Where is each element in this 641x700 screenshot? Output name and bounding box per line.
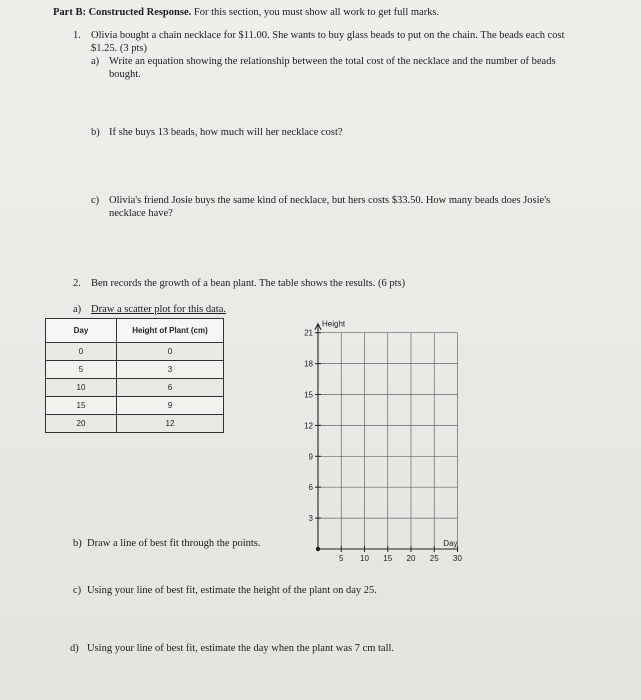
x-tick-label: 25 xyxy=(429,554,439,563)
q2b-label: b) xyxy=(73,538,82,549)
q2c-label: c) xyxy=(73,585,82,596)
table-row xyxy=(46,379,224,397)
y-axis-title: Height xyxy=(322,319,346,329)
cell-height: 0 xyxy=(117,343,224,361)
q2d-text: Using your line of best fit, estimate the day when the plant was 7 cm tall. xyxy=(87,643,395,654)
y-tick-label: 3 xyxy=(308,514,313,524)
cell-height: 9 xyxy=(117,397,224,415)
q1a-text-line1: Write an equation showing the relationship between the total cost of the necklace and the number of beads xyxy=(109,56,556,67)
cell-day: 20 xyxy=(46,415,117,433)
q2c-text: Using your line of best fit, estimate the height of the plant on day 25. xyxy=(87,585,377,596)
q1a-label: a) xyxy=(91,56,100,67)
x-tick-label: 30 xyxy=(453,554,462,563)
growth-table xyxy=(45,318,224,433)
q1a-text-line2: bought. xyxy=(109,69,141,80)
grid-lines xyxy=(318,333,458,549)
x-tick-label: 20 xyxy=(406,554,416,563)
y-tick-label: 15 xyxy=(304,390,313,400)
q1-text-line1: Olivia bought a chain necklace for $11.00. She wants to buy glass beads to put on the chain. The beads each cost xyxy=(91,30,565,41)
q2a-text: Draw a scatter plot for this data. xyxy=(91,304,226,315)
y-tick-label: 6 xyxy=(308,483,313,493)
q2b-text: Draw a line of best fit through the points. xyxy=(87,538,261,549)
y-tick-label: 21 xyxy=(304,328,313,338)
cell-day: 15 xyxy=(46,397,117,415)
cell-height: 3 xyxy=(117,361,224,379)
y-tick-label: 12 xyxy=(304,421,313,431)
cell-height: 6 xyxy=(117,379,224,397)
q1c-text-line2: necklace have? xyxy=(109,208,173,219)
section-title: Part B: Constructed Response. xyxy=(53,7,192,18)
q2-number: 2. xyxy=(73,278,81,289)
section-header xyxy=(53,7,439,19)
origin-point xyxy=(316,547,320,551)
q2-text: Ben records the growth of a bean plant. The table shows the results. (6 pts) xyxy=(91,278,406,289)
y-tick-label: 18 xyxy=(304,359,313,369)
cell-day: 10 xyxy=(46,379,117,397)
table-row xyxy=(46,343,224,361)
cell-day: 5 xyxy=(46,361,117,379)
tick-labels xyxy=(304,320,462,563)
q1b-label: b) xyxy=(91,127,100,138)
scatter-plot-grid[interactable] xyxy=(290,312,480,572)
column-header-height: Height of Plant (cm) xyxy=(117,319,224,343)
x-axis-title: Day xyxy=(443,539,458,548)
q1c-text-line1: Olivia's friend Josie buys the same kind of necklace, but hers costs $33.50. How many beads does Josie's xyxy=(109,195,551,206)
table-row xyxy=(46,361,224,379)
section-instructions: For this section, you must show all work to get full marks. xyxy=(193,7,440,18)
cell-height: 12 xyxy=(117,415,224,433)
q1c-label: c) xyxy=(91,195,100,206)
cell-day: 0 xyxy=(46,343,117,361)
q1-text-line2: $1.25. (3 pts) xyxy=(91,43,147,54)
x-tick-label: 5 xyxy=(339,554,344,563)
table-row xyxy=(46,397,224,415)
y-tick-label: 9 xyxy=(308,452,313,462)
q2a-label: a) xyxy=(73,304,82,315)
column-header-day: Day xyxy=(46,319,117,343)
x-tick-label: 15 xyxy=(383,554,393,563)
table-row xyxy=(46,415,224,433)
table-header-row xyxy=(46,319,224,343)
x-tick-label: 10 xyxy=(360,554,369,563)
q1-number: 1. xyxy=(73,30,81,41)
q1b-text: If she buys 13 beads, how much will her necklace cost? xyxy=(109,127,343,138)
q2d-label: d) xyxy=(70,643,79,654)
